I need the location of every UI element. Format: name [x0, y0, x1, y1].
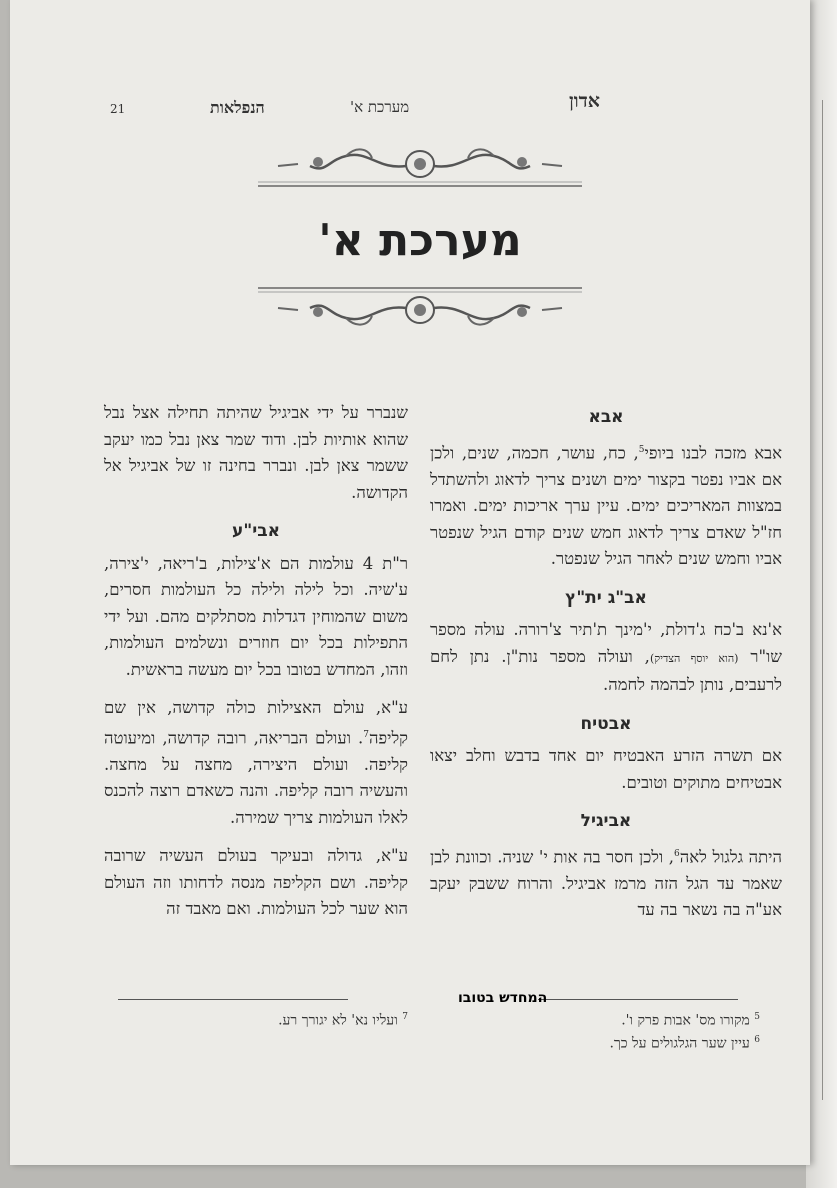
page-number: 21: [110, 102, 126, 116]
footer-line-left: [118, 999, 348, 1000]
left-column: [104, 400, 408, 935]
entry-text-abg-yatz: [430, 617, 782, 699]
footnote-ref-7: 7: [363, 729, 369, 740]
entry-heading-abiya: אבי"ע: [232, 521, 280, 541]
header-chapter: מערכת א': [350, 98, 410, 116]
entry-text-avatiach: אם תשרה הזרע האבטיח יום אחד בדבש וחלב יצאו אבטיחים מתוקים וטובים.: [430, 746, 782, 792]
entry-heading-aba: אבא: [588, 407, 624, 427]
footnote-number: 7: [402, 1012, 408, 1022]
entry-text-part: , ולכן חסר בה אות י' שניה. וכוונת לבן שאמר עד הגל הזה מרמז אביגיל. והרוח ששבק יעקב אע"ה בה נשאר בה עד: [430, 847, 782, 919]
entry-text-aba: [430, 437, 782, 573]
entry-text-part: היתה גלגול לאה: [679, 847, 782, 866]
entry-text-abiya: ר"ת 4 עולמות הם א'צילות, ב'ריאה, י'צירה, ע'שיה. וכל לילה ולילה כל העולמות חסרים, משום שהמוחין דגדלות מסתלקים מהם. ועל ידי התפילות בכל יום חוזרים ונשלמים העולמות, וזהו, המחדש בטובו בכל יום מעשה בראשית.: [104, 553, 408, 679]
entry-heading-avatiach: אבטיח: [580, 713, 632, 734]
right-column: [430, 400, 782, 936]
paragraph-worlds: [104, 695, 408, 831]
entry-text-part: א'נא ב'כח ג'דולת, י'מינך ת'תיר צ'רורה. עולה מספר שו"ר: [430, 620, 782, 666]
footnote-5: [621, 1012, 760, 1030]
footnote-ref-5: 5: [638, 444, 645, 455]
page-edge-line: [822, 100, 837, 1100]
running-header: [110, 90, 600, 120]
entry-text-part: , ועולה מספר נות"ן. נתן לחם לרעבים, נותן לבהמה לחמה.: [430, 646, 782, 694]
footer-running-title: המחדש בטובו: [458, 990, 548, 1006]
footnote-ref-6: 6: [674, 848, 680, 859]
entry-text-part: ע"א, עולם האצילות כולה קדושה, אין שם קליפה: [104, 698, 408, 747]
paragraph-asiya: ע"א, גדולה ובעיקר בעולם העשיה שרובה קליפה. ושם הקליפה מנסה לדחותו וזה העולם הוא שער לכל העולמות. ואם מאבד זה: [104, 846, 408, 918]
entry-text-avigail: [430, 841, 782, 924]
footnote-text: מקורו מס' אבות פרק ו'.: [621, 1012, 750, 1029]
footnote-6: [609, 1035, 760, 1053]
footnote-text: ועליו נא' לא יגורך רע.: [278, 1012, 398, 1029]
footnote-number: 5: [754, 1012, 760, 1022]
entry-heading-abg-yatz: אב"ג ית"ץ: [565, 587, 647, 608]
continued-text: שנברר על ידי אביגיל שהיתה תחילה אצל נבל שהוא אותיות לבן. ודוד שמר צאן נבל כמו יעקב ששמר צאן לבן. ונברר בחינה זו של אביגיל אל הקדושה.: [104, 403, 408, 502]
footnote-text: עיין שער הגלגולים על כך.: [609, 1035, 750, 1052]
entry-text-part: אבא מזכה לבנו ביופי: [644, 443, 782, 462]
entry-heading-avigail: אביגיל: [580, 811, 632, 831]
entry-small-note: (הוא יוסף הצדיק): [649, 651, 739, 665]
footnote-7: [278, 1012, 408, 1030]
footer-line-right: [538, 999, 738, 1000]
footnote-number: 6: [754, 1035, 760, 1045]
bottom-ornament: [258, 284, 582, 334]
header-book-title: הנפלאות: [210, 98, 265, 117]
top-ornament: [258, 140, 582, 190]
entry-text-part: . ועולם הבריאה, רובה קדושה, ומיעוטה קליפה. ועולם היצירה, מחצה על מחצה. והעשיה רובה קליפה. והנה כשאדם רוצה להכנס לאלו העולמות צריך שמירה.: [104, 728, 408, 827]
header-section-name: אדון: [568, 90, 600, 112]
entry-text-part: , כח, עושר, חכמה, שנים, ולכן אם אביו נפטר בקצור ימים ושנים צריך לדאוג ולהשתדל במצוות המאריכים ימים. עיין ערך אריכות ימים. ואמרו חז"ל שאדם צריך לדאוג חמש שנים קודם הגיל שנפטר אביו וחמש שנים לאחר הגיל שנפטר.: [430, 443, 782, 568]
footer-divider: [118, 990, 738, 1010]
chapter-title: מערכת א': [318, 215, 522, 266]
